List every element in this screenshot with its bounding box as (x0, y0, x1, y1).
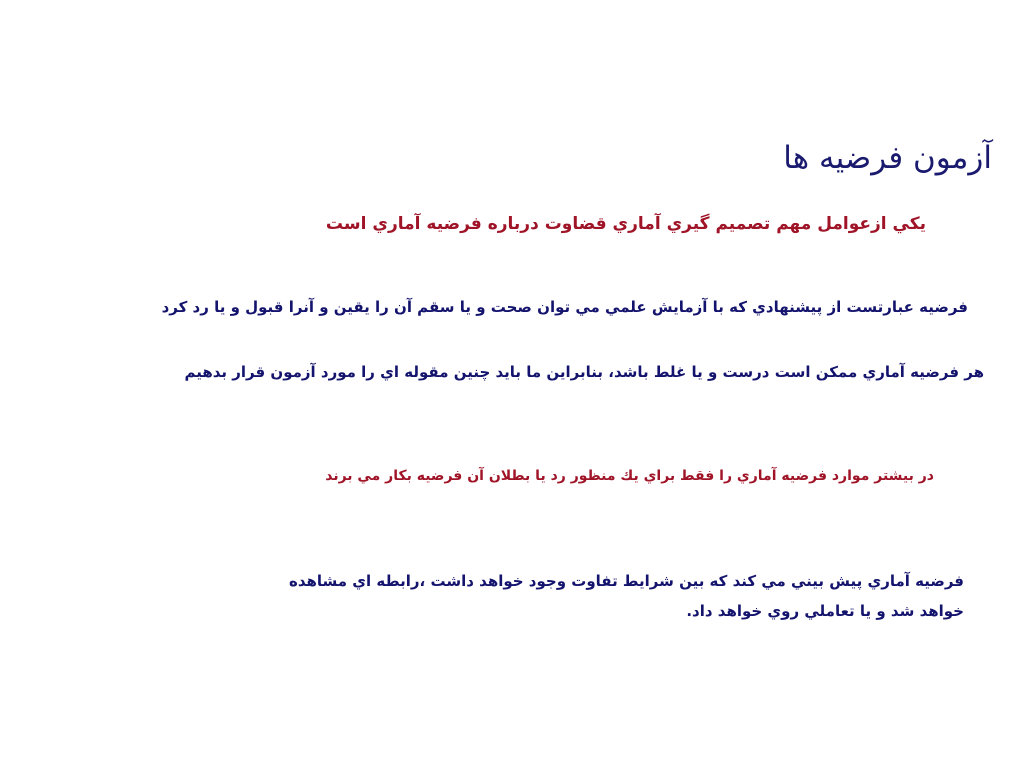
paragraph-hypothesis-testing: هر فرضيه آماري ممكن است درست و يا غلط باشد، بنابراين ما بايد چنين مقوله اي را مورد آزمون قرار بدهيم (184, 363, 984, 381)
slide-title: آزمون فرضيه ها (783, 140, 992, 176)
paragraph-rejection-purpose: در بيشتر موارد فرضيه آماري را فقط براي يك منظور رد يا بطلان آن فرضيه بكار مي برند (325, 468, 934, 484)
paragraph-decision-factors: يكي ازعوامل مهم تصميم گيري آماري قضاوت درباره فرضيه آماري است (325, 214, 926, 234)
paragraph-hypothesis-prediction: فرضيه آماري پيش بيني مي كند كه بين شرايط تفاوت وجود خواهد داشت ،رابطه اي مشاهده خواهد شد و يا تعاملي روي خواهد داد. (288, 572, 964, 620)
paragraph-hypothesis-definition: فرضيه عبارتست از پيشنهادي كه با آزمايش علمي مي توان صحت و يا سقم آن را يقين و آنرا قبول و يا رد كرد (161, 298, 968, 316)
